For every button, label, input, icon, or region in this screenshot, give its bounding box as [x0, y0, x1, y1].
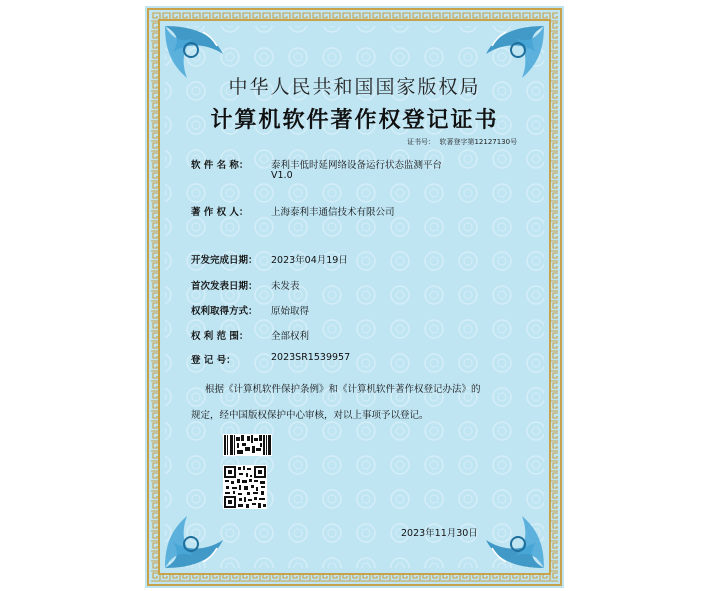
rights-scope-label: 权 利 范 围： [191, 331, 249, 342]
completion-date-label: 开发完成日期： [191, 255, 258, 266]
barcode-icon [223, 434, 272, 456]
issuing-authority: 中华人民共和国国家版权局 [228, 76, 481, 98]
copyright-owner-value: 上海泰利丰通信技术有限公司 [271, 207, 395, 218]
acquisition-method-value: 原始取得 [271, 306, 310, 317]
software-name-label: 软 件 名 称： [191, 160, 249, 171]
certificate-number-label: 证书号： [407, 138, 435, 146]
corner-ornament-icon [476, 510, 546, 570]
issue-date: 2023年11月30日 [401, 528, 478, 539]
statement-line-1: 根据《计算机软件保护条例》和《计算机软件著作权登记办法》的 [205, 384, 481, 395]
first-publish-date-value: 未发表 [271, 281, 300, 292]
certificate-title: 计算机软件著作权登记证书 [210, 107, 499, 133]
acquisition-method-label: 权利取得方式： [191, 306, 258, 317]
copyright-owner-label: 著 作 权 人： [191, 207, 249, 218]
registration-number-value: 2023SR1539957 [271, 352, 351, 363]
certificate-number [407, 137, 517, 147]
software-name-value: 泰利丰低时延网络设备运行状态监测平台 [271, 160, 443, 171]
certificate [145, 6, 564, 588]
rights-scope-value: 全部权利 [271, 331, 310, 342]
qr-code-icon [223, 465, 267, 509]
certificate-number-value: 软著登字第12127130号 [439, 138, 518, 146]
registration-number-label: 登 记 号： [191, 355, 236, 366]
corner-ornament-icon [163, 510, 233, 570]
statement-line-2: 规定，经中国版权保护中心审核，对以上事项予以登记。 [191, 410, 429, 421]
software-version-value: V1.0 [271, 170, 293, 181]
completion-date-value: 2023年04月19日 [271, 255, 348, 266]
first-publish-date-label: 首次发表日期： [191, 281, 258, 292]
